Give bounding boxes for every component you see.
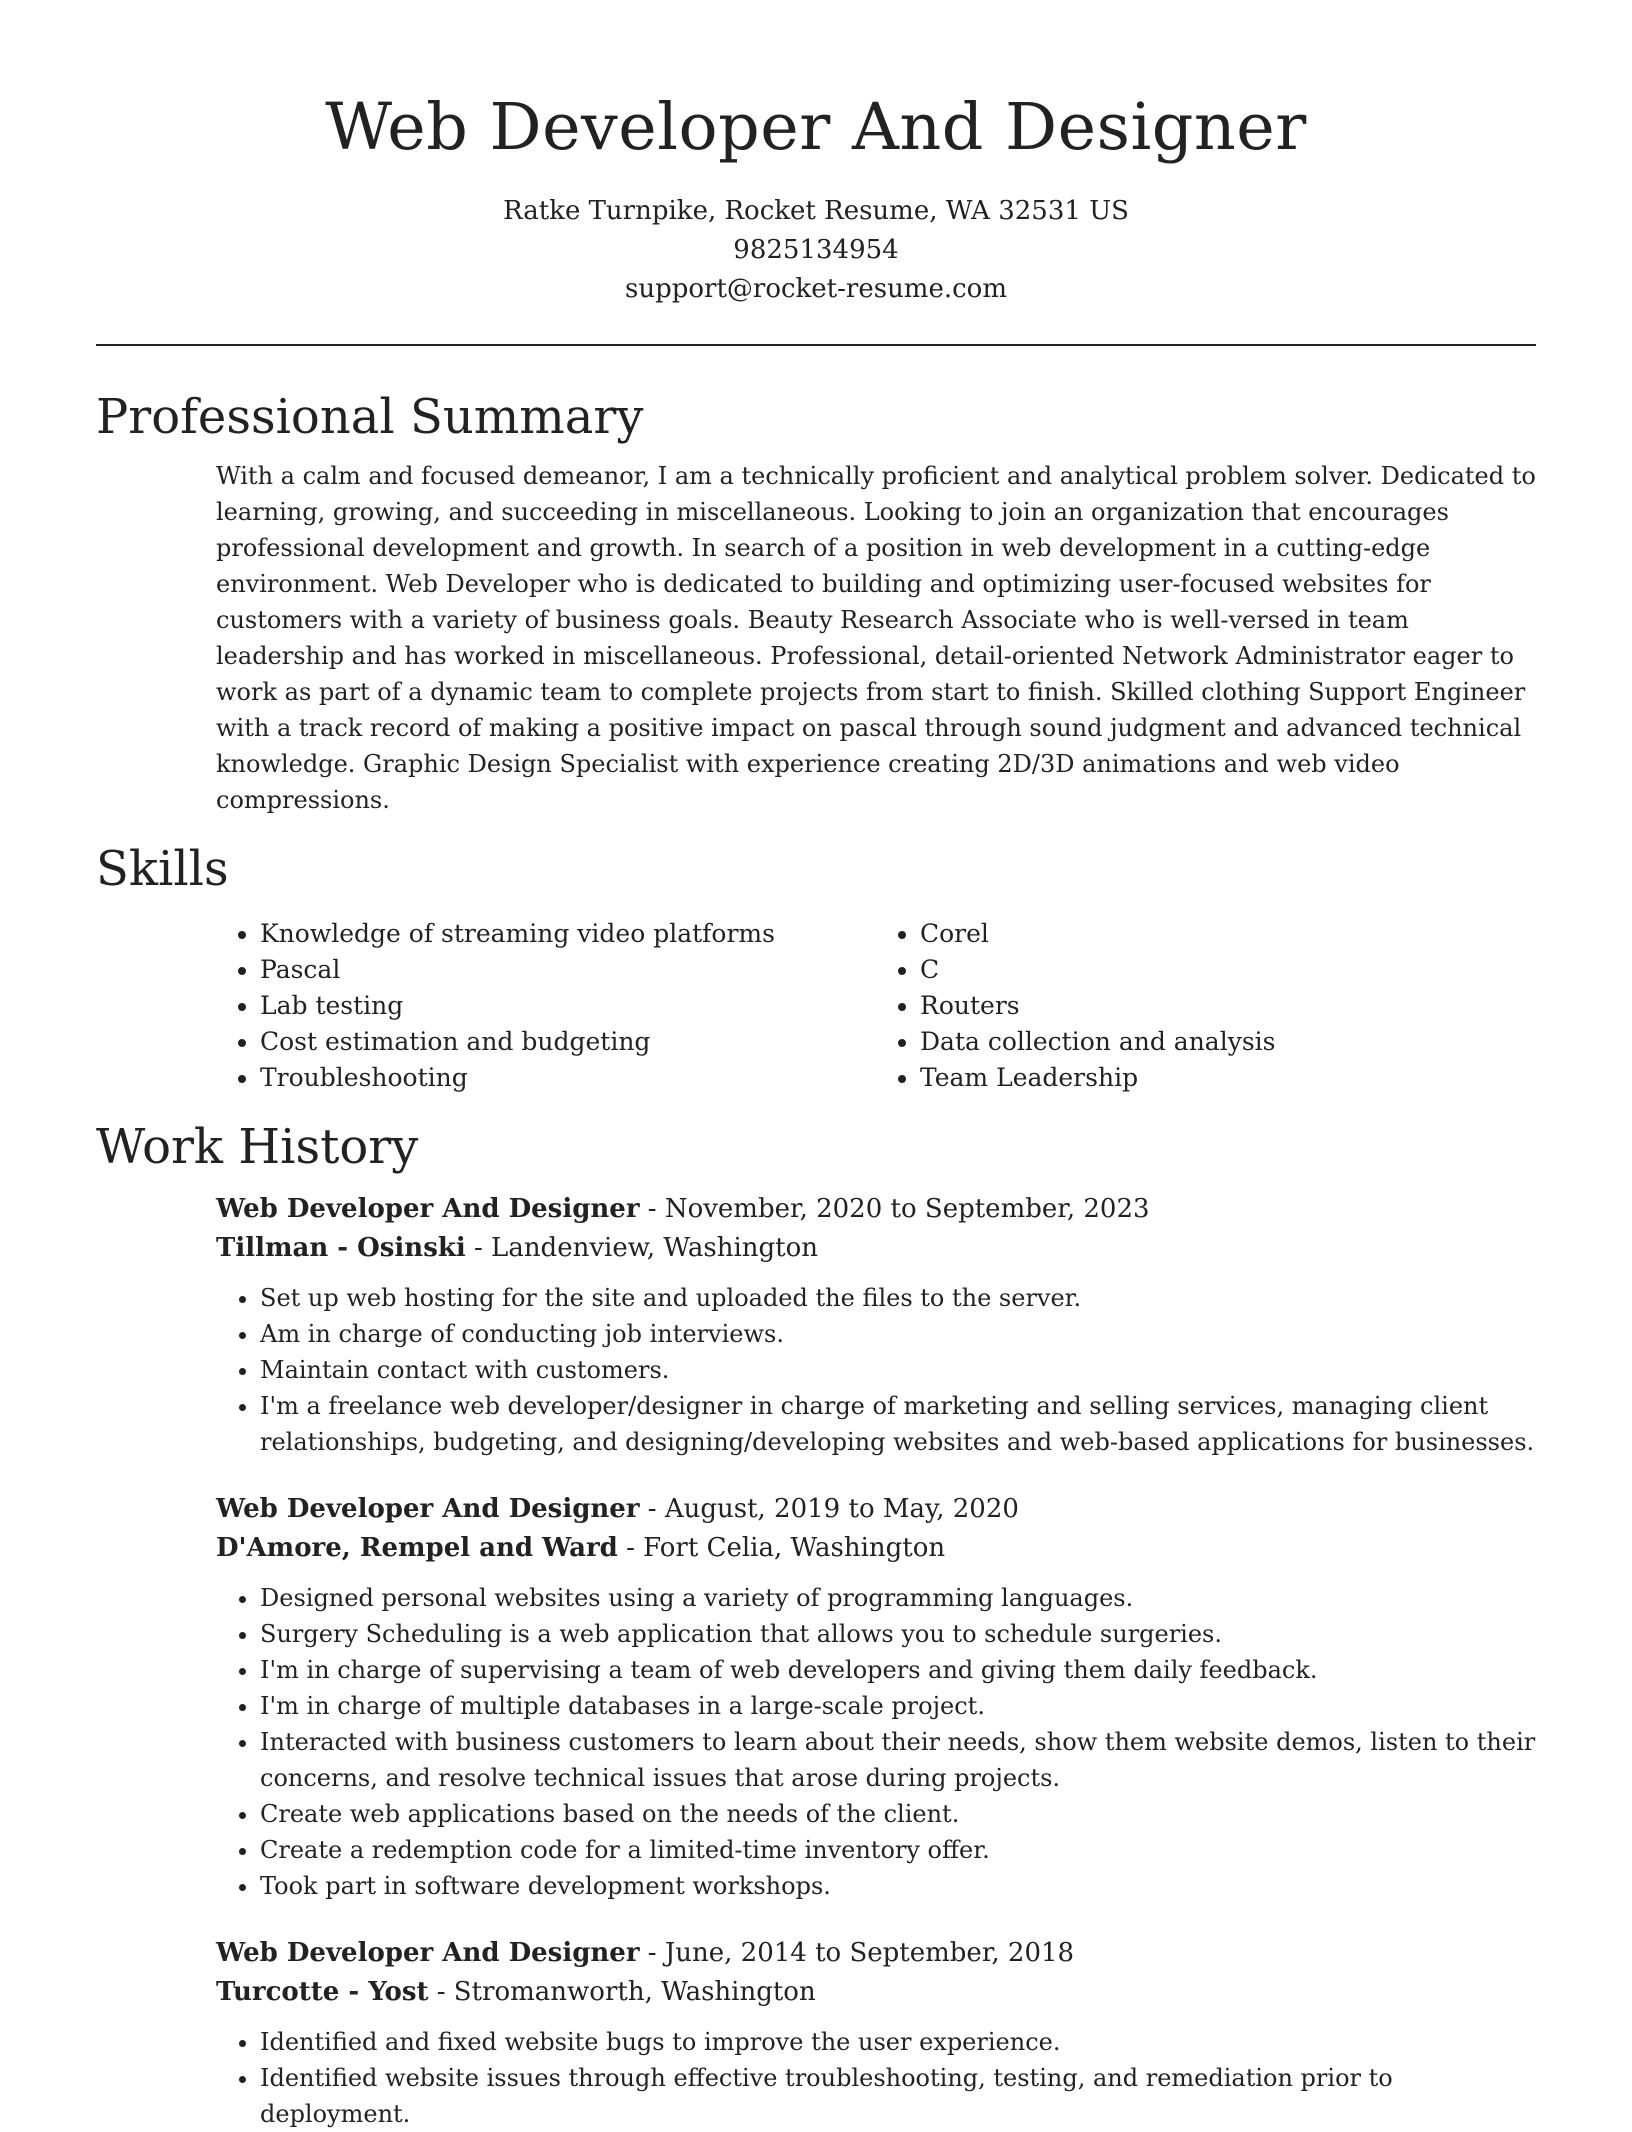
skills-grid [216, 916, 1536, 1096]
job-company: Turcotte - Yost [216, 1977, 429, 2007]
job-title-line [216, 1190, 1536, 1229]
job-bullet: • Identified and fixed website bugs to improve the user experience. [260, 2024, 1536, 2060]
job-dates: - August, 2019 to May, 2020 [639, 1494, 1019, 1524]
job-bullet: • Set up web hosting for the site and uploaded the files to the server. [260, 1280, 1536, 1316]
job-title: Web Developer And Designer [216, 1938, 640, 1968]
job-bullet: • I'm in charge of supervising a team of web developers and giving them daily feedback. [260, 1652, 1536, 1688]
header-divider [96, 344, 1536, 346]
job-bullets [216, 1280, 1536, 1460]
job-bullets [216, 2024, 1536, 2132]
job-location: - Fort Celia, Washington [617, 1533, 946, 1563]
job-entry [216, 1190, 1536, 1460]
job-bullet: • I'm a freelance web developer/designer in charge of marketing and selling services, managing client relationships, budgeting, and designing/developing websites and web-based applications for businesses. [260, 1388, 1536, 1460]
skill-item: • Cost estimation and budgeting [260, 1024, 876, 1060]
job-title: Web Developer And Designer [216, 1194, 640, 1224]
job-bullet: • Am in charge of conducting job interviews. [260, 1316, 1536, 1352]
skill-item: • Data collection and analysis [920, 1024, 1536, 1060]
job-company: Tillman - Osinski [216, 1233, 466, 1263]
job-company-line [216, 1973, 1536, 2012]
job-company-line [216, 1229, 1536, 1268]
job-bullet: • Maintain contact with customers. [260, 1352, 1536, 1388]
work-history-heading: Work History [96, 1119, 419, 1175]
contact-info [96, 192, 1536, 309]
skill-item: • Lab testing [260, 988, 876, 1024]
summary-text: With a calm and focused demeanor, I am a technically proficient and analytical problem solver. Dedicated to learning, growing, and succeeding in miscellaneous. Looking to join an organization that encourages professional development and growth. In search of a position in web development in a cutting-edge environment. Web Developer who is dedicated to building and optimizing user-focused websites for customers with a variety of business goals. Beauty Research Associate who is well-versed in team leadership and has worked in miscellaneous. Professional, detail-oriented Network Administrator eager to work as part of a dynamic team to complete projects from start to finish. Skilled clothing Support Engineer with a track record of making a positive impact on pascal through sound judgment and advanced technical knowledge. Graphic Design Specialist with experience creating 2D/3D animations and web video compressions. [216, 462, 1536, 814]
job-title-line [216, 1490, 1536, 1529]
phone: 9825134954 [733, 235, 899, 265]
job-company-line [216, 1529, 1536, 1568]
job-title: Web Developer And Designer [216, 1494, 640, 1524]
job-bullet: • Identified website issues through effective troubleshooting, testing, and remediation prior to deployment. [260, 2060, 1536, 2132]
job-title-line [216, 1934, 1536, 1973]
skills-column-right [876, 916, 1536, 1096]
skill-item: • Pascal [260, 952, 876, 988]
job-bullet: • Designed personal websites using a variety of programming languages. [260, 1580, 1536, 1616]
job-bullet: • I'm in charge of multiple databases in a large-scale project. [260, 1688, 1536, 1724]
job-entry [216, 1490, 1536, 1904]
skill-item: • Team Leadership [920, 1060, 1536, 1096]
job-location: - Landenview, Washington [465, 1233, 819, 1263]
skill-item: • Corel [920, 916, 1536, 952]
skill-item: • Knowledge of streaming video platforms [260, 916, 876, 952]
address: Ratke Turnpike, Rocket Resume, WA 32531 US [503, 196, 1129, 226]
job-bullets [216, 1580, 1536, 1904]
skills-heading: Skills [96, 841, 229, 897]
job-dates: - June, 2014 to September, 2018 [639, 1938, 1075, 1968]
job-dates: - November, 2020 to September, 2023 [639, 1194, 1150, 1224]
resume-header [96, 0, 1536, 309]
summary-heading: Professional Summary [96, 389, 644, 445]
skills-column-left [216, 916, 876, 1096]
email: support@rocket-resume.com [624, 274, 1007, 304]
job-bullet: • Create a redemption code for a limited-time inventory offer. [260, 1832, 1536, 1868]
work-history-section [96, 1116, 1536, 2132]
job-company: D'Amore, Rempel and Ward [216, 1533, 618, 1563]
job-bullet: • Interacted with business customers to learn about their needs, show them website demos, listen to their concerns, and resolve technical issues that arose during projects. [260, 1724, 1536, 1796]
candidate-name: Web Developer And Designer [325, 90, 1307, 165]
skills-section [96, 838, 1536, 1096]
skill-item: • C [920, 952, 1536, 988]
skill-item: • Routers [920, 988, 1536, 1024]
job-location: - Stromanworth, Washington [428, 1977, 816, 2007]
job-entry [216, 1934, 1536, 2132]
skill-item: • Troubleshooting [260, 1060, 876, 1096]
summary-section [96, 386, 1536, 818]
job-bullet: • Create web applications based on the needs of the client. [260, 1796, 1536, 1832]
job-bullet: • Took part in software development workshops. [260, 1868, 1536, 1904]
job-bullet: • Surgery Scheduling is a web application that allows you to schedule surgeries. [260, 1616, 1536, 1652]
